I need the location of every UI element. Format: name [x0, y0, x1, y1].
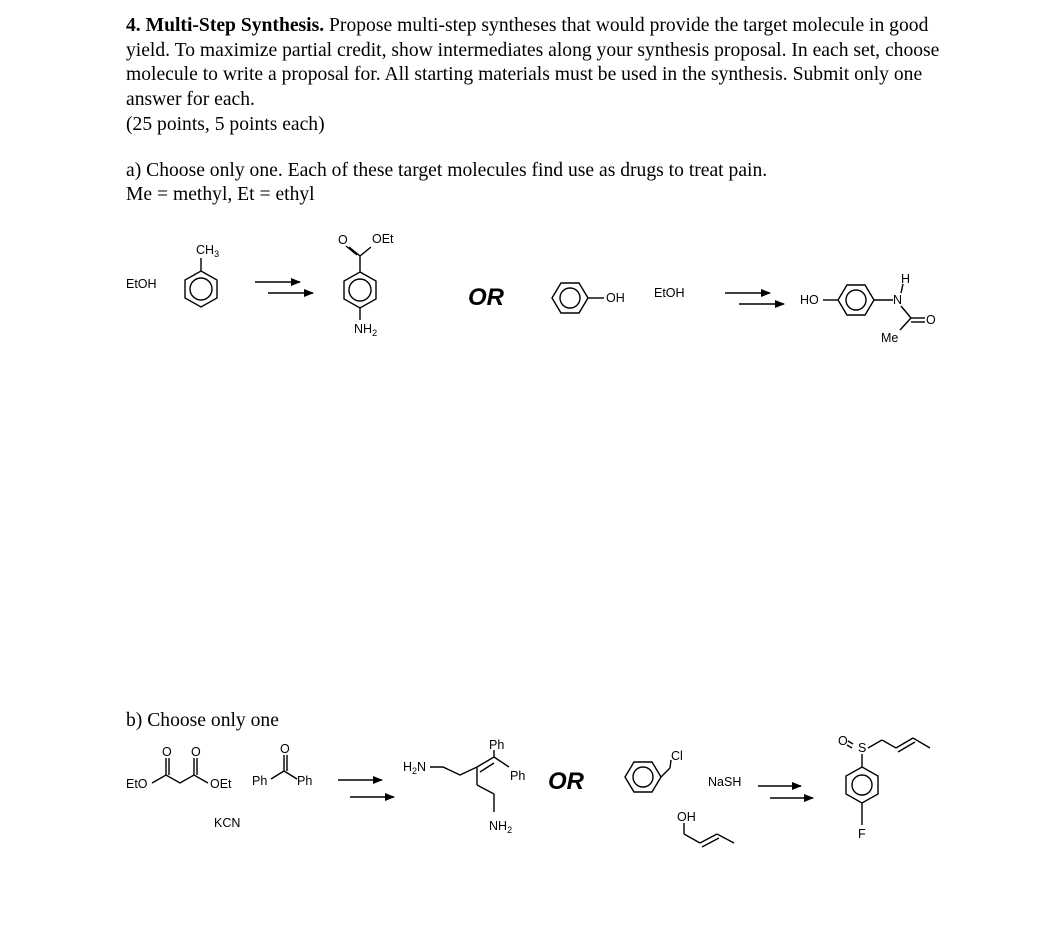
- ester-oet-label: OEt: [372, 232, 394, 246]
- benzophenone-structure: [271, 755, 297, 779]
- problem-intro: Propose multi-step syntheses that would provide the target molecule in good yield. To maximize partial credit, show intermediates along your synthesis proposal. In each set, choose molecule to write a proposal for. All starting materials must be used in the synthesis. Submit only one answer for each.: [126, 15, 940, 110]
- chlorine-label: Cl: [671, 749, 683, 763]
- amine-h: H: [403, 760, 413, 774]
- points-line: (25 points, 5 points each): [126, 114, 325, 135]
- ester-oxygen-1: O: [162, 745, 172, 759]
- amine-label: [354, 322, 377, 338]
- toluene-structure: [185, 258, 217, 307]
- paracetamol-structure: [823, 284, 925, 330]
- alcohol-oh-label: OH: [677, 810, 696, 824]
- hydrogen-label: H: [901, 272, 911, 286]
- fluorine-label: F: [858, 827, 866, 841]
- amine-label-subscript: 2: [372, 328, 378, 338]
- reagent-ethanol-2: EtOH: [654, 286, 685, 300]
- diethyl-malonate-structure: [152, 758, 208, 783]
- amine-label-nh: NH: [354, 322, 373, 336]
- methyl-me-label: Me: [881, 331, 899, 345]
- primary-amine-h2n: [403, 760, 426, 776]
- problem-heading: 4. Multi-Step Synthesis.: [126, 15, 325, 36]
- methyl-label: [196, 243, 219, 259]
- ketone-oxygen: O: [280, 742, 290, 756]
- butenol-structure: [684, 823, 734, 847]
- amine-nh: NH: [489, 819, 508, 833]
- hydroxy-label: HO: [800, 293, 819, 307]
- carbonyl-oxygen: O: [338, 233, 348, 247]
- methyl-label-ch: CH: [196, 243, 215, 257]
- ketone-ph-left: Ph: [252, 774, 268, 788]
- phenol-oh-label: OH: [606, 291, 625, 305]
- or-label-part-a: OR: [468, 284, 504, 311]
- ester-eto-label: EtO: [126, 777, 148, 791]
- methyl-label-subscript: 3: [214, 249, 220, 259]
- reagent-kcn: KCN: [214, 816, 241, 830]
- reagent-nash: NaSH: [708, 775, 742, 789]
- ketone-ph-right: Ph: [297, 774, 313, 788]
- nitrogen-label: N: [893, 293, 903, 307]
- amine-nh2-label: [489, 819, 512, 835]
- sulfur-label: S: [858, 741, 867, 755]
- or-label-part-b: OR: [548, 768, 584, 795]
- part-a-abbreviations: Me = methyl, Et = ethyl: [126, 184, 315, 205]
- sulfoxide-oxygen: O: [838, 734, 848, 748]
- part-b-instruction: b) Choose only one: [126, 710, 279, 731]
- amine-nh-subscript: 2: [507, 825, 513, 835]
- benzyl-chloride-structure: [625, 760, 671, 792]
- phenyl-right-label: Ph: [510, 769, 526, 783]
- part-a-instruction: a) Choose only one. Each of these target molecules find use as drugs to treat pain.: [126, 160, 768, 181]
- ester-oet-label-b: OEt: [210, 777, 232, 791]
- phenol-structure: [552, 283, 604, 313]
- amine-product-structure: [430, 750, 509, 812]
- ester-oxygen-2: O: [191, 745, 201, 759]
- phenyl-top-label: Ph: [489, 738, 505, 752]
- reagent-ethanol: EtOH: [126, 277, 157, 291]
- amide-oxygen-label: O: [926, 313, 936, 327]
- benzocaine-structure: [344, 246, 376, 320]
- amine-h-subscript: 2: [412, 766, 418, 776]
- amine-n: N: [417, 760, 427, 774]
